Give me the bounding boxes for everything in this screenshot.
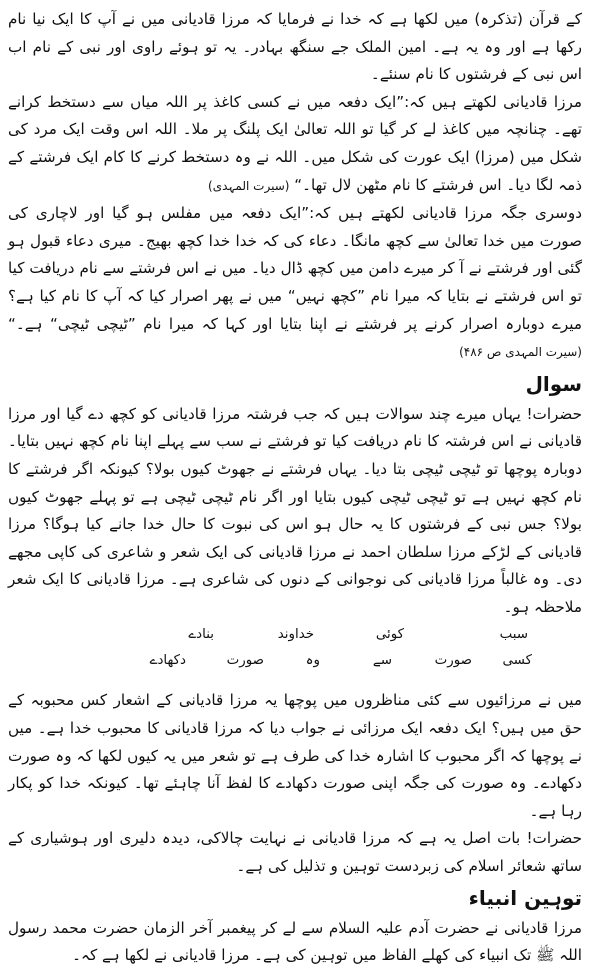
question-paragraph-1: حضرات! یہاں میرے چند سوالات ہیں کہ جب فرشتہ مرزا قادیانی کو کچھ دے گیا اور مرزا قادیانی نے اس فرشتہ کا نام دریافت کیا تو فرشتے نے سب سے پہلے اپنا نام کچھ نہیں بتایا۔ دوبارہ پوچھا تو ٹیچی ٹیچی بتا دیا۔ یہاں فرشتے نے جھوٹ کیوں بولا؟ کیونکہ اگر فرشتے کا نام کچھ نہیں ہے تو ٹیچی ٹیچی کیوں بتایا اور اگر نام ٹیچی ٹیچی ہے تو پہلے جھوٹ کیوں بولا؟ جس نبی کے فرشتوں کا یہ حال ہو اس کی نبوت کا حال خدا جانے کیا ہوگا؟ مرزا قادیانی کے لڑکے مرزا سلطان احمد نے مرزا قادیانی کی ایک شعر و شاعری کی کاپی مجھے دی۔ وہ غالباً مرزا قادیانی کی نوجوانی کے دنوں کی شاعری ہے۔ مرزا قادیانی کا ایک شعر ملاحظہ ہو۔	[8, 404, 582, 616]
poem-word: دکھادے	[149, 653, 186, 669]
poem-word: بنادے	[188, 627, 214, 643]
poem-word: وہ	[305, 653, 320, 669]
insult-paragraph-1: مرزا قادیانی نے حضرت آدم علیہ السلام سے لے کر پیغمبر آخر الزمان حضرت محمد رسول اللہ ﷺ تک انبیاء کی کھلے الفاظ میں توہین کی ہے۔ مرزا قادیانی نے لکھا ہے کہ۔	[8, 918, 582, 965]
poem-word: کسی	[502, 653, 532, 669]
citation-seerat-mahdi-page: (سیرت المہدی ص ۴۸۶)	[459, 345, 582, 360]
question-paragraph-3: حضرات! بات اصل یہ ہے کہ مرزا قادیانی نے نہایت چالاکی، دیدہ دلیری اور ہوشیاری کے ساتھ شعائر اسلام کی زبردست توہین و تذلیل کی ہے۔	[8, 829, 582, 876]
question-paragraph-2: میں نے مرزائیوں سے کئی مناظروں میں پوچھا یہ مرزا قادیانی کے اشعار کس محبوبہ کے حق میں ہیں؟ ایک دفعہ ایک مرزائی نے جواب دیا کہ مرزا قادیانی کا محبوب خدا ہے۔ میں نے پوچھا کہ اگر محبوب کا اشارہ خدا کی طرف ہے تو شعر میں یہ کیوں لکھا کہ وہ صورت دکھادے۔ وہ صورت کی جگہ اپنی صورت دکھادے کا لفظ آنا چاہئے تھا۔ کیونکہ خدا کو پکار رہا ہے۔	[8, 691, 582, 820]
intro-paragraph-2	[8, 89, 582, 200]
section-heading-question: سوال	[525, 371, 582, 396]
intro-paragraph-2-text: مرزا قادیانی لکھتے ہیں کہ:”ایک دفعہ میں نے کسی کاغذ پر اللہ میاں سے دستخط کرانے تھے۔ چنانچہ میں کاغذ لے کر گیا تو اللہ تعالیٰ ایک پلنگ پر ملا۔ اللہ اس وقت ایک مرد کی شکل میں (مرزا) ایک عورت کی شکل میں۔ اللہ نے وہ دستخط کرنے کا کام ایک فرشتے کے ذمہ لگا دیا۔ اس فرشتے کا نام مٹھن لال تھا۔“	[8, 92, 582, 194]
intro-paragraph-3	[8, 200, 582, 367]
intro-paragraph-3-text: دوسری جگہ مرزا قادیانی لکھتے ہیں کہ:”ایک دفعہ میں مفلس ہو گیا اور لاچاری کی صورت میں خدا تعالیٰ سے کچھ مانگا۔ دعاء کی کہ خدا خدا کچھ بھیج۔ میری دعاء قبول ہو گئی اور فرشتے نے آ کر میرے دامن میں کچھ ڈال دیا۔ میں نے اس فرشتے سے نام دریافت کیا تو اس فرشتے نے بتایا کہ میرا نام ”کچھ نہیں“ میں نے پھر اصرار کیا کہ آپ کا نام کیا ہے؟ میرے دوبارہ اصرار کرنے پر فرشتے نے اپنا بتایا اور کہا کہ میرا نام ”ٹیچی ٹیچی“ ہے۔“	[8, 204, 582, 333]
citation-seerat-mahdi: (سیرت المہدی)	[208, 178, 290, 193]
poem-word: سبب	[499, 627, 528, 643]
poem-word: خداوند	[277, 627, 314, 643]
poem-couplet	[8, 623, 582, 681]
poem-word: سے	[372, 653, 392, 669]
section-heading-insult-prophets: توہین انبیاء	[468, 885, 582, 910]
intro-paragraph-1: کے قرآن (تذکرہ) میں لکھا ہے کہ خدا نے فرمایا کہ مرزا قادیانی میں نے آپ کا ایک نیا نام رکھا ہے اور وہ یہ ہے۔ امین الملک جے سنگھ بہادر۔ یہ تو ہوئے راوی اور نبی کے نام اب اس نبی کے فرشتوں کا نام سنئے۔	[8, 10, 582, 84]
poem-word: صورت	[226, 653, 264, 669]
poem-word: کوئی	[375, 627, 404, 643]
poem-word: صورت	[434, 653, 472, 669]
